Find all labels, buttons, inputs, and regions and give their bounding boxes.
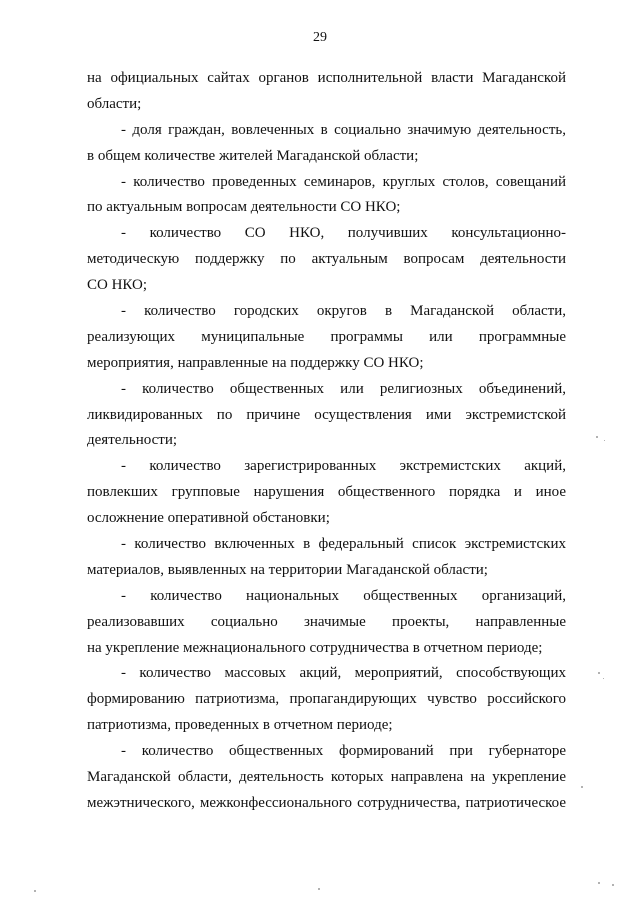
text-line: повлекших групповые нарушения общественного порядка и иное xyxy=(87,484,566,501)
text-line: реализующих муниципальные программы или программные xyxy=(87,328,566,345)
text-line: - доля граждан, вовлеченных в социально значимую деятельность, xyxy=(121,121,566,138)
text-line: в общем количестве жителей Магаданской области; xyxy=(87,147,419,164)
paragraph xyxy=(87,377,566,455)
scan-speck xyxy=(318,888,320,890)
scan-speck xyxy=(604,440,605,441)
text-line: материалов, выявленных на территории Магаданской области; xyxy=(87,561,488,578)
paragraph xyxy=(87,584,566,662)
text-line: мероприятия, направленные на поддержку СО НКО; xyxy=(87,354,424,371)
scan-speck xyxy=(581,786,583,788)
text-line: методическую поддержку по актуальным вопросам деятельности xyxy=(87,251,566,268)
page-number: 29 xyxy=(313,30,327,45)
paragraph xyxy=(87,739,566,817)
text-line: области; xyxy=(87,95,142,112)
text-line: - количество городских округов в Магаданской области, xyxy=(121,303,566,320)
paragraph xyxy=(87,454,566,532)
text-line: формированию патриотизма, пропагандирующих чувство российского xyxy=(87,691,566,708)
paragraph xyxy=(87,170,566,222)
text-line: - количество массовых акций, мероприятий, способствующих xyxy=(121,665,566,682)
text-line: - количество СО НКО, получивших консультационно- xyxy=(121,225,566,242)
paragraph xyxy=(87,118,566,170)
text-line: межэтнического, межконфессионального сотрудничества, патриотическое xyxy=(87,794,566,811)
text-line: деятельности; xyxy=(87,432,178,449)
text-line: - количество проведенных семинаров, круглых столов, совещаний xyxy=(121,173,566,190)
scan-speck xyxy=(596,436,598,438)
text-line: - количество включенных в федеральный список экстремистских xyxy=(121,536,566,553)
document-body xyxy=(87,66,566,817)
paragraph xyxy=(87,66,566,118)
text-line: СО НКО; xyxy=(87,277,148,294)
text-line: Магаданской области, деятельность которых направлена на укрепление xyxy=(87,769,566,786)
text-line: по актуальным вопросам деятельности СО НКО; xyxy=(87,199,401,216)
text-line: осложнение оперативной обстановки; xyxy=(87,510,330,527)
paragraph xyxy=(87,299,566,377)
text-line: патриотизма, проведенных в отчетном периоде; xyxy=(87,717,393,734)
scan-speck xyxy=(598,672,600,674)
paragraph xyxy=(87,532,566,584)
text-line: на официальных сайтах органов исполнительной власти Магаданской xyxy=(87,70,566,86)
text-line: - количество национальных общественных организаций, xyxy=(121,587,566,604)
text-line: на укрепление межнационального сотрудничества в отчетном периоде; xyxy=(87,639,543,656)
text-line: - количество общественных или религиозных объединений, xyxy=(121,380,566,397)
paragraph xyxy=(87,661,566,739)
text-line: реализовавших социально значимые проекты, направленные xyxy=(87,613,566,630)
scan-speck xyxy=(34,890,36,892)
text-line: ликвидированных по причине осуществления ими экстремистской xyxy=(87,406,566,423)
scan-speck xyxy=(603,678,604,679)
scan-speck xyxy=(598,882,600,884)
scan-speck xyxy=(612,884,614,886)
paragraph xyxy=(87,221,566,299)
text-line: - количество зарегистрированных экстремистских акций, xyxy=(121,458,566,475)
text-line: - количество общественных формирований при губернаторе xyxy=(121,743,566,760)
